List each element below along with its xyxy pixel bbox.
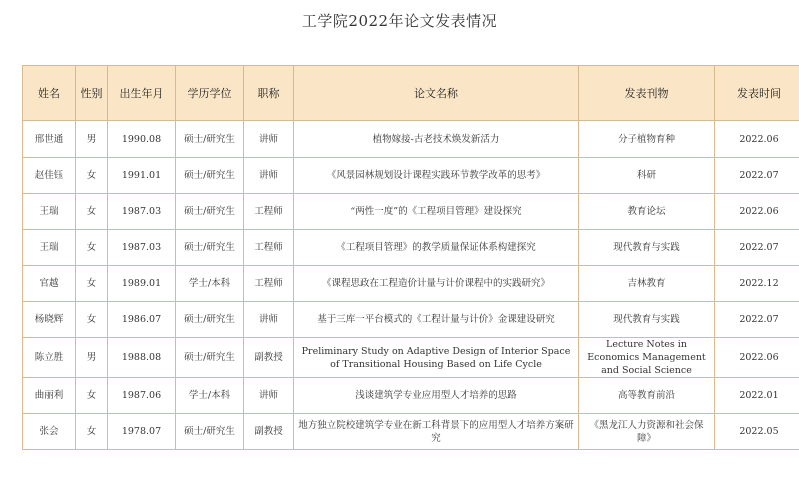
- cell-degree: 硕士/研究生: [176, 414, 244, 450]
- cell-paper: Preliminary Study on Adaptive Design of Interior Space of Transitional Housing Based on Life Cycle: [294, 338, 579, 378]
- cell-degree: 学士/本科: [176, 378, 244, 414]
- cell-birth: 1978.07: [108, 414, 176, 450]
- cell-name: 陈立胜: [23, 338, 76, 378]
- cell-gender: 女: [76, 378, 108, 414]
- cell-paper: 浅谈建筑学专业应用型人才培养的思路: [294, 378, 579, 414]
- cell-date: 2022.06: [715, 121, 799, 158]
- table-row: [23, 266, 799, 302]
- cell-degree: 学士/本科: [176, 266, 244, 302]
- column-header-title: 职称: [244, 66, 294, 121]
- cell-birth: 1991.01: [108, 158, 176, 194]
- cell-paper: 基于三库一平台模式的《工程计量与计价》金课建设研究: [294, 302, 579, 338]
- column-header-degree: 学历学位: [176, 66, 244, 121]
- cell-date: 2022.05: [715, 414, 799, 450]
- cell-journal: 现代教育与实践: [579, 230, 715, 266]
- cell-birth: 1987.06: [108, 378, 176, 414]
- cell-journal: 分子植物育种: [579, 121, 715, 158]
- table-row: [23, 194, 799, 230]
- cell-birth: 1988.08: [108, 338, 176, 378]
- cell-title: 讲师: [244, 302, 294, 338]
- cell-name: 杨晓辉: [23, 302, 76, 338]
- cell-gender: 男: [76, 338, 108, 378]
- cell-journal: 吉林教育: [579, 266, 715, 302]
- cell-date: 2022.12: [715, 266, 799, 302]
- table-row: [23, 158, 799, 194]
- cell-birth: 1987.03: [108, 194, 176, 230]
- cell-paper: 《课程思政在工程造价计量与计价课程中的实践研究》: [294, 266, 579, 302]
- cell-gender: 男: [76, 121, 108, 158]
- cell-journal: 高等教育前沿: [579, 378, 715, 414]
- cell-paper: 《风景园林规划设计课程实践环节教学改革的思考》: [294, 158, 579, 194]
- cell-name: 王瑞: [23, 194, 76, 230]
- cell-date: 2022.07: [715, 230, 799, 266]
- cell-name: 赵佳钰: [23, 158, 76, 194]
- cell-date: 2022.06: [715, 194, 799, 230]
- table-row: [23, 230, 799, 266]
- cell-paper: “两性一度”的《工程项目管理》建设探究: [294, 194, 579, 230]
- cell-paper: 《工程项目管理》的教学质量保证体系构建探究: [294, 230, 579, 266]
- cell-gender: 女: [76, 158, 108, 194]
- table-row: [23, 338, 799, 378]
- cell-gender: 女: [76, 194, 108, 230]
- cell-gender: 女: [76, 414, 108, 450]
- cell-paper: 植物嫁接-古老技术焕发新活力: [294, 121, 579, 158]
- papers-table: [22, 65, 799, 450]
- cell-name: 官越: [23, 266, 76, 302]
- cell-title: 副教授: [244, 414, 294, 450]
- cell-date: 2022.06: [715, 338, 799, 378]
- cell-title: 工程师: [244, 230, 294, 266]
- cell-degree: 硕士/研究生: [176, 194, 244, 230]
- cell-journal: 《黑龙江人力资源和社会保障》: [579, 414, 715, 450]
- table-row: [23, 302, 799, 338]
- table-row: [23, 378, 799, 414]
- cell-name: 曲丽利: [23, 378, 76, 414]
- cell-date: 2022.01: [715, 378, 799, 414]
- cell-paper: 地方独立院校建筑学专业在新工科背景下的应用型人才培养方案研究: [294, 414, 579, 450]
- column-header-date: 发表时间: [715, 66, 799, 121]
- cell-journal: 教育论坛: [579, 194, 715, 230]
- column-header-journal: 发表刊物: [579, 66, 715, 121]
- cell-gender: 女: [76, 230, 108, 266]
- column-header-gender: 性别: [76, 66, 108, 121]
- table-row: [23, 121, 799, 158]
- cell-title: 工程师: [244, 194, 294, 230]
- cell-birth: 1986.07: [108, 302, 176, 338]
- cell-journal: Lecture Notes in Economics Management and Social Science: [579, 338, 715, 378]
- table-header: [23, 66, 799, 121]
- cell-birth: 1990.08: [108, 121, 176, 158]
- column-header-paper: 论文名称: [294, 66, 579, 121]
- cell-birth: 1987.03: [108, 230, 176, 266]
- cell-title: 讲师: [244, 121, 294, 158]
- cell-title: 讲师: [244, 378, 294, 414]
- cell-journal: 现代教育与实践: [579, 302, 715, 338]
- cell-gender: 女: [76, 302, 108, 338]
- column-header-name: 姓名: [23, 66, 76, 121]
- cell-degree: 硕士/研究生: [176, 230, 244, 266]
- cell-name: 邢世通: [23, 121, 76, 158]
- cell-title: 工程师: [244, 266, 294, 302]
- cell-birth: 1989.01: [108, 266, 176, 302]
- page-title: 工学院2022年论文发表情况: [301, 12, 498, 30]
- cell-title: 副教授: [244, 338, 294, 378]
- cell-degree: 硕士/研究生: [176, 302, 244, 338]
- cell-degree: 硕士/研究生: [176, 121, 244, 158]
- cell-title: 讲师: [244, 158, 294, 194]
- cell-gender: 女: [76, 266, 108, 302]
- column-header-birth: 出生年月: [108, 66, 176, 121]
- cell-date: 2022.07: [715, 158, 799, 194]
- cell-degree: 硕士/研究生: [176, 158, 244, 194]
- cell-name: 王瑞: [23, 230, 76, 266]
- table-row: [23, 414, 799, 450]
- cell-name: 张会: [23, 414, 76, 450]
- cell-degree: 硕士/研究生: [176, 338, 244, 378]
- cell-date: 2022.07: [715, 302, 799, 338]
- cell-journal: 科研: [579, 158, 715, 194]
